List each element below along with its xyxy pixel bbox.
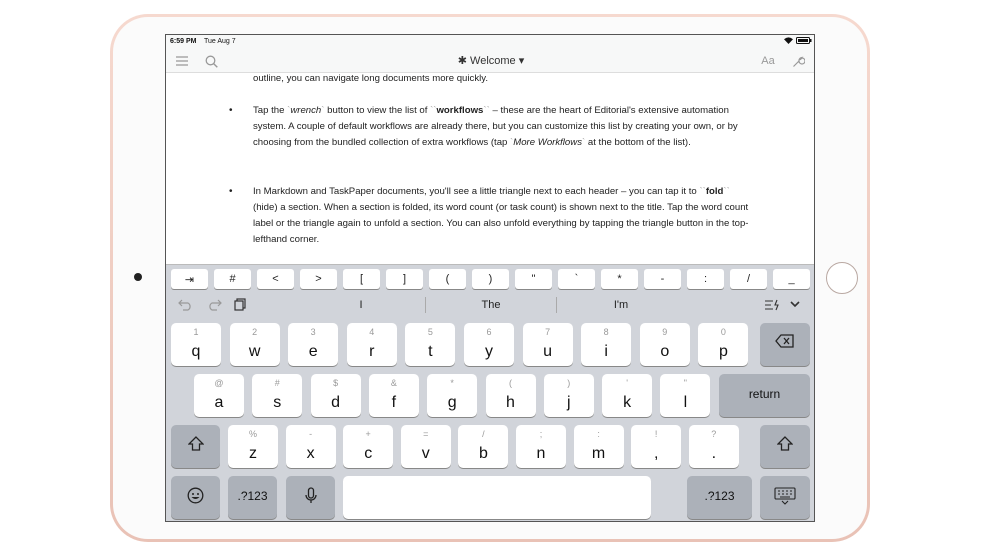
key-b[interactable]: [458, 425, 508, 468]
key-z[interactable]: [228, 425, 278, 468]
extra-key[interactable]: ⇥: [171, 269, 208, 289]
hide-keyboard-key[interactable]: [760, 476, 810, 519]
paragraph-fold: In Markdown and TaskPaper documents, you'll see a little triangle next to each header – you can tap it to ``fold`` (hide) a section. When a section is folded, its word count (or task count) is shown next to the title. Tap the word count label or the triangle again to unfold a section. You can also unfold everything by tapping the triangle button in the top-lefthand corner.: [253, 186, 749, 245]
extra-key[interactable]: /: [730, 269, 767, 289]
key-alt-char: !: [654, 429, 658, 439]
key-c[interactable]: [343, 425, 393, 468]
shift-icon: [188, 436, 204, 451]
key-u[interactable]: [523, 323, 573, 366]
key-t[interactable]: [405, 323, 455, 366]
key-char: r: [369, 343, 375, 360]
key-i[interactable]: [581, 323, 631, 366]
key-char: d: [331, 394, 341, 411]
key-char: f: [391, 394, 397, 411]
divider: [556, 297, 557, 313]
key-o[interactable]: [640, 323, 690, 366]
wrench-icon[interactable]: [790, 53, 806, 69]
key-char: n: [536, 445, 546, 462]
extra-key[interactable]: (: [429, 269, 466, 289]
screen: [165, 34, 815, 522]
key-alt-char: 7: [545, 327, 551, 337]
delete-icon: [775, 334, 795, 348]
keyboard-dismiss-icon: [774, 487, 796, 505]
key-.[interactable]: [689, 425, 739, 468]
key-v[interactable]: [401, 425, 451, 468]
chevron-down-icon[interactable]: [790, 301, 800, 308]
key-char: e: [308, 343, 318, 360]
key-char: j: [567, 394, 571, 411]
key-alt-char: @: [214, 378, 224, 388]
extra-keys-row: [166, 264, 815, 291]
numbers-key-left[interactable]: [228, 476, 277, 519]
key-alt-char: &: [390, 378, 397, 388]
microphone-icon: [305, 487, 317, 504]
undo-icon[interactable]: [178, 299, 194, 311]
key-h[interactable]: [486, 374, 536, 417]
key-alt-char: 3: [310, 327, 316, 337]
extra-key[interactable]: ]: [386, 269, 423, 289]
status-indicators: [784, 37, 812, 44]
key-alt-char: 0: [720, 327, 726, 337]
key-alt-char: ': [626, 378, 628, 388]
key-q[interactable]: [171, 323, 221, 366]
status-bar: [166, 35, 815, 49]
key-alt-char: =: [423, 429, 429, 439]
key-char: c: [364, 445, 373, 462]
dictation-key[interactable]: [286, 476, 335, 519]
key-j[interactable]: [544, 374, 594, 417]
key-char: l: [683, 394, 688, 411]
bullet: •: [229, 186, 233, 197]
shift-key-right[interactable]: [760, 425, 810, 468]
key-char: q: [191, 343, 201, 360]
key-n[interactable]: [516, 425, 566, 468]
key-alt-char: 6: [486, 327, 492, 337]
key-char: p: [718, 343, 728, 360]
extra-key[interactable]: ": [515, 269, 552, 289]
key-y[interactable]: [464, 323, 514, 366]
key-char: t: [428, 343, 433, 360]
text-format-icon[interactable]: [764, 299, 780, 311]
home-button[interactable]: [826, 262, 858, 294]
key-l[interactable]: [660, 374, 710, 417]
suggestion-3[interactable]: I'm: [613, 299, 629, 311]
key-k[interactable]: [602, 374, 652, 417]
key-char: y: [485, 343, 493, 360]
bullet: •: [229, 105, 233, 116]
extra-key[interactable]: :: [687, 269, 724, 289]
key-alt-char: /: [482, 429, 485, 439]
key-m[interactable]: [574, 425, 624, 468]
key-p[interactable]: [698, 323, 748, 366]
emoji-icon: [187, 487, 204, 504]
key-char: h: [506, 394, 515, 411]
delete-key[interactable]: [760, 323, 810, 366]
key-g[interactable]: [427, 374, 477, 417]
key-alt-char: ?: [711, 429, 717, 439]
key-char: u: [543, 343, 553, 360]
key-alt-char: ": [683, 378, 687, 388]
key-x[interactable]: [286, 425, 336, 468]
extra-key[interactable]: -: [644, 269, 681, 289]
nav-bar: [166, 49, 815, 73]
key-char: i: [604, 343, 608, 360]
key-alt-char: :: [597, 429, 600, 439]
key-alt-char: %: [248, 429, 257, 439]
divider: [425, 297, 426, 313]
extra-key[interactable]: >: [300, 269, 337, 289]
battery-icon: [796, 37, 812, 44]
key-alt-char: 9: [662, 327, 668, 337]
key-char: v: [421, 445, 430, 462]
paragraph-workflows: Tap the `wrench` button to view the list of ``workflows`` – these are the heart of Editorial's extensive automation system. A couple of default workflows are already there, but you can customize this list by creating your own, or by choosing from the bundled collection of extra workflows (tap `More Workflows` at the bottom of the list).: [253, 105, 738, 148]
extra-key[interactable]: ): [472, 269, 509, 289]
key-char: b: [478, 445, 488, 462]
key-char: ,: [653, 445, 659, 462]
suggestion-1[interactable]: I: [359, 299, 363, 311]
redo-icon[interactable]: [206, 299, 222, 311]
key-w[interactable]: [230, 323, 280, 366]
key-char: .: [711, 445, 717, 462]
doc-line: outline, you can navigate long documents more quickly.: [253, 73, 489, 84]
extra-key[interactable]: *: [601, 269, 638, 289]
key-e[interactable]: [288, 323, 338, 366]
extra-key[interactable]: [: [343, 269, 380, 289]
font-settings-icon[interactable]: Aa: [761, 55, 775, 67]
extra-key[interactable]: <: [257, 269, 294, 289]
status-date: Tue Aug 7: [204, 38, 236, 45]
key-alt-char: ;: [539, 429, 543, 439]
return-key-label: return: [748, 387, 781, 401]
wifi-icon: [784, 37, 793, 44]
key-char: o: [660, 343, 670, 360]
key-alt-char: 1: [193, 327, 199, 337]
key-char: g: [447, 394, 457, 411]
return-key[interactable]: [719, 374, 810, 417]
numbers-key-right[interactable]: [687, 476, 752, 519]
key-d[interactable]: [311, 374, 361, 417]
key-alt-char: -: [309, 429, 313, 439]
space-key[interactable]: [343, 476, 651, 519]
key-alt-char: #: [274, 378, 280, 388]
document-editor[interactable]: [166, 73, 815, 264]
shortcut-bar: [166, 291, 815, 319]
front-camera: [134, 273, 142, 281]
key-char: s: [273, 394, 282, 411]
document-title[interactable]: ✱ Welcome ▾: [457, 55, 525, 67]
key-alt-char: +: [365, 429, 371, 439]
key-char: k: [623, 394, 632, 411]
key-char: x: [306, 445, 315, 462]
key-s[interactable]: [252, 374, 302, 417]
paste-icon[interactable]: [234, 298, 246, 311]
key-f[interactable]: [369, 374, 419, 417]
key-alt-char: 4: [369, 327, 375, 337]
numbers-key-left-label: .?123: [237, 489, 268, 503]
status-time: 6:59 PM: [170, 38, 197, 45]
key-alt-char: 2: [252, 327, 258, 337]
key-char: a: [214, 394, 224, 411]
emoji-key[interactable]: [171, 476, 220, 519]
key-alt-char: *: [450, 378, 454, 388]
key-alt-char: $: [333, 378, 339, 388]
key-a[interactable]: [194, 374, 244, 417]
numbers-key-right-label: .?123: [704, 489, 735, 503]
keyboard: [166, 319, 815, 522]
key-r[interactable]: [347, 323, 397, 366]
key-char: w: [248, 343, 261, 360]
key-alt-char: ): [567, 378, 571, 388]
key-alt-char: (: [509, 378, 512, 388]
extra-key[interactable]: _: [773, 269, 810, 289]
extra-key[interactable]: #: [214, 269, 251, 289]
extra-key[interactable]: `: [558, 269, 595, 289]
key-char: m: [591, 445, 606, 462]
suggestion-2[interactable]: The: [481, 299, 501, 311]
key-alt-char: 8: [603, 327, 609, 337]
key-alt-char: 5: [427, 327, 433, 337]
key-char: z: [249, 445, 257, 462]
shift-key-left[interactable]: [171, 425, 220, 468]
key-,[interactable]: [631, 425, 681, 468]
shift-icon: [777, 436, 793, 451]
